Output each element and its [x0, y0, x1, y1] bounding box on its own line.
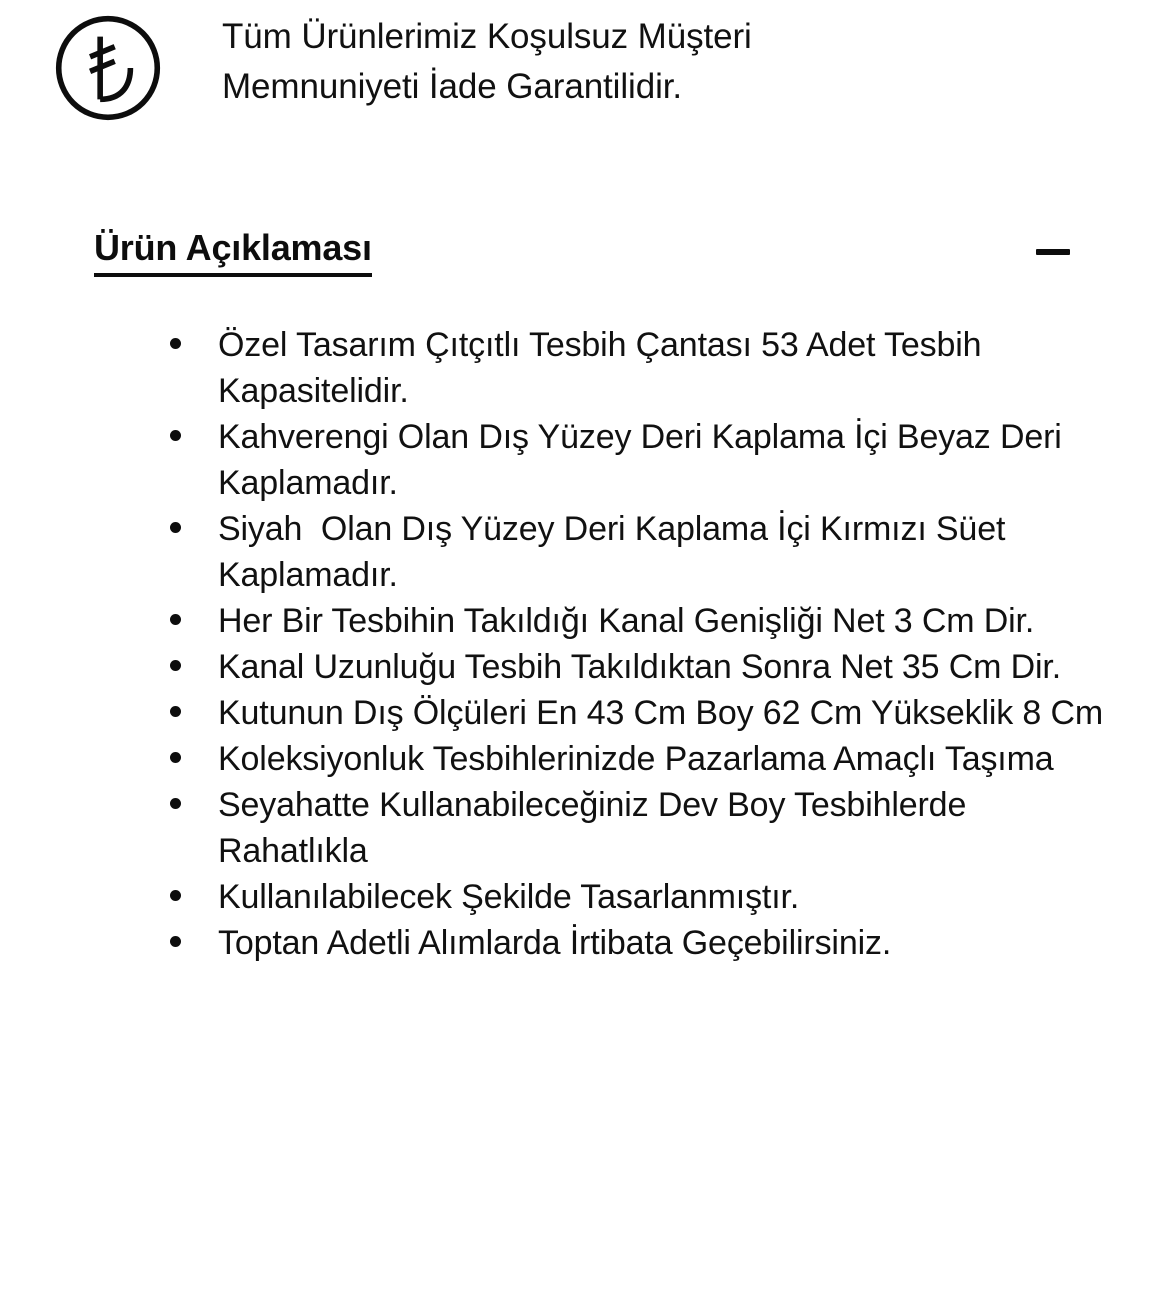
list-item	[0, 690, 1170, 736]
list-item-label: Toptan Adetli Alımlarda İrtibata Geçebilirsiniz.	[218, 924, 892, 962]
bullet-dot-icon	[170, 706, 181, 717]
product-description-section-header	[94, 228, 1072, 277]
bullet-dot-icon	[170, 522, 181, 533]
list-item	[0, 874, 1170, 920]
minus-icon	[1036, 249, 1070, 255]
list-item	[0, 414, 1170, 506]
turkish-lira-coin-icon	[52, 12, 164, 124]
list-item-label: Siyah Olan Dış Yüzey Deri Kaplama İçi Kırmızı Süet Kaplamadır.	[218, 510, 1015, 594]
list-item	[0, 322, 1170, 414]
list-item	[0, 598, 1170, 644]
guarantee-text: Tüm Ürünlerimiz Koşulsuz Müşteri Memnuniyeti İade Garantilidir.	[222, 17, 752, 106]
list-item	[0, 644, 1170, 690]
list-item-label: Koleksiyonluk Tesbihlerinizde Pazarlama Amaçlı Taşıma	[218, 740, 1054, 778]
bullet-dot-icon	[170, 430, 181, 441]
list-item	[0, 506, 1170, 598]
bullet-dot-icon	[170, 338, 181, 349]
list-item-label: Her Bir Tesbihin Takıldığı Kanal Genişliği Net 3 Cm Dir.	[218, 602, 1035, 640]
collapse-section-button[interactable]	[1034, 235, 1072, 269]
bullet-dot-icon	[170, 752, 181, 763]
bullet-dot-icon	[170, 890, 181, 901]
list-item-label: Özel Tasarım Çıtçıtlı Tesbih Çantası 53 Adet Tesbih Kapasitelidir.	[218, 326, 991, 410]
bullet-dot-icon	[170, 798, 181, 809]
bullet-dot-icon	[170, 936, 181, 947]
bullet-dot-icon	[170, 614, 181, 625]
list-item-label: Kanal Uzunluğu Tesbih Takıldıktan Sonra Net 35 Cm Dir.	[218, 648, 1061, 686]
guarantee-banner	[0, 0, 1170, 124]
list-item	[0, 736, 1170, 782]
bullet-dot-icon	[170, 660, 181, 671]
product-description-list	[0, 322, 1170, 966]
list-item-label: Kullanılabilecek Şekilde Tasarlanmıştır.	[218, 878, 800, 916]
list-item	[0, 782, 1170, 874]
list-item-label: Kutunun Dış Ölçüleri En 43 Cm Boy 62 Cm Yükseklik 8 Cm	[218, 694, 1104, 732]
page-title: Ürün Açıklaması	[94, 228, 372, 277]
list-item-label: Kahverengi Olan Dış Yüzey Deri Kaplama İçi Beyaz Deri Kaplamadır.	[218, 418, 1071, 502]
list-item-label: Seyahatte Kullanabileceğiniz Dev Boy Tesbihlerde Rahatlıkla	[218, 786, 976, 870]
list-item	[0, 920, 1170, 966]
